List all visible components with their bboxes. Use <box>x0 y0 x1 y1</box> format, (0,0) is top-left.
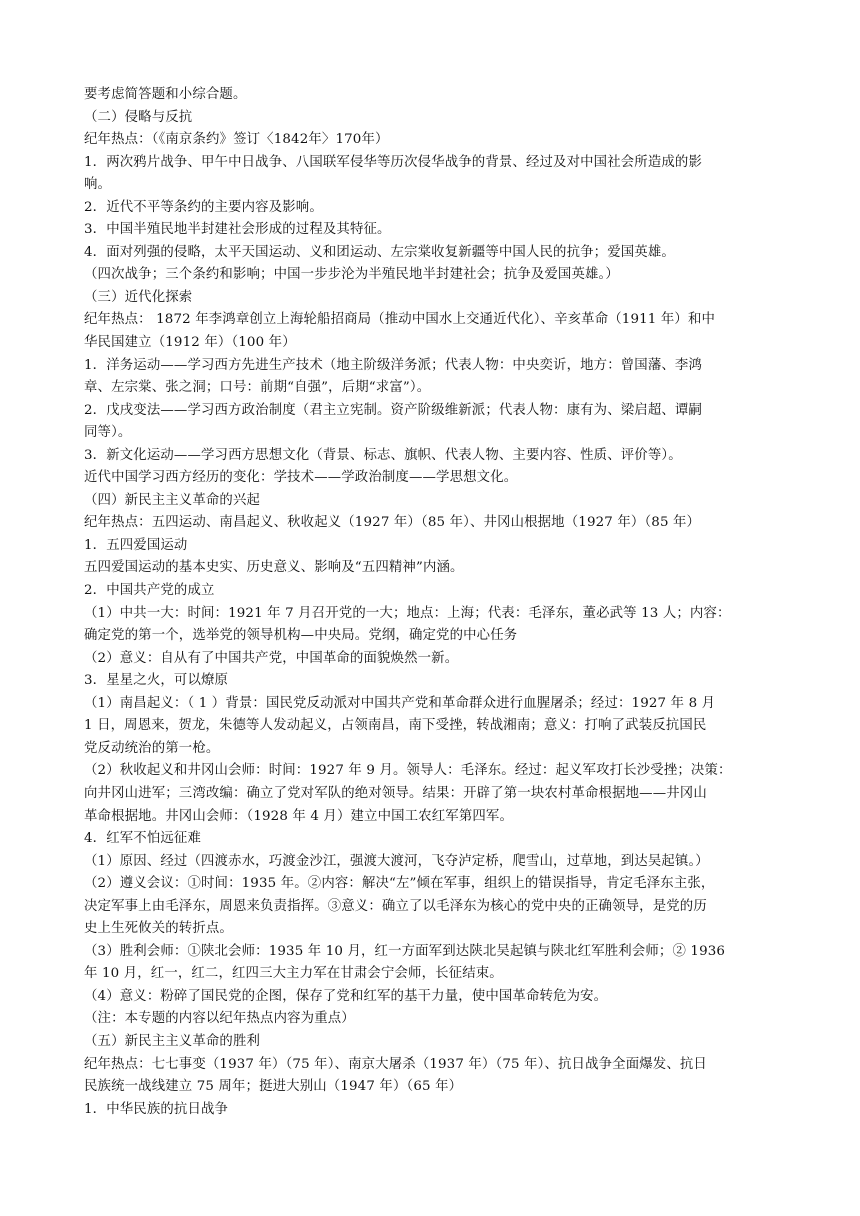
text-line: （2）秋收起义和井冈山会师：时间：1927 年 9 月。领导人：毛泽东。经过：起义军攻打长沙受挫；决策： <box>84 763 732 779</box>
text-line: （4）意义：粉碎了国民党的企图，保存了党和红军的基干力量，使中国革命转危为安。 <box>84 988 608 1004</box>
text-line: 章、左宗棠、张之洞；口号：前期“自强”，后期“求富”）。 <box>84 380 431 396</box>
text-line: （注：本专题的内容以纪年热点内容为重点） <box>84 1011 355 1027</box>
text-line: （四）新民主主义革命的兴起 <box>84 492 261 508</box>
text-line: 1．五四爱国运动 <box>84 537 188 553</box>
text-line: 2．戊戌变法——学习西方政治制度（君主立宪制。资产阶级维新派；代表人物：康有为、梁启超、谭嗣 <box>84 402 702 418</box>
text-line: 史上生死攸关的转折点。 <box>84 921 233 937</box>
text-line: 1．洋务运动——学习西方先进生产技术（地主阶级洋务派；代表人物：中央奕䜣，地方：曾国藩、李鸿 <box>84 357 702 373</box>
text-line: 确定党的第一个，选举党的领导机构—中央局。党纲，确定党的中心任务 <box>84 628 518 644</box>
text-line: 2．中国共产党的成立 <box>84 583 215 599</box>
text-line: 纪年热点：五四运动、南昌起义、秋收起义（1927 年）（85 年）、井冈山根据地（1927 年）（85 年） <box>84 515 701 531</box>
text-line: 近代中国学习西方经历的变化：学技术——学政治制度——学思想文化。 <box>84 470 518 486</box>
text-line: （2）意义：自从有了中国共产党，中国革命的面貌焕然一新。 <box>84 650 459 666</box>
text-line: 4．红军不怕远征难 <box>84 831 201 847</box>
text-line: （二）侵略与反抗 <box>84 109 193 125</box>
text-line: 1．两次鸦片战争、甲午中日战争、八国联军侵华等历次侵华战争的背景、经过及对中国社会所造成的影 <box>84 154 702 170</box>
text-line: （1）南昌起义：（ 1 ）背景：国民党反动派对中国共产党和革命群众进行血腥屠杀；经过：1927 年 8 月 <box>84 695 716 711</box>
text-line: 决定军事上由毛泽东，周恩来负责指挥。③意义：确立了以毛泽东为核心的党中央的正确领导，是党的历 <box>84 898 707 914</box>
text-line: （五）新民主主义革命的胜利 <box>84 1033 261 1049</box>
text-line: 五四爱国运动的基本史实、历史意义、影响及“五四精神”内涵。 <box>84 560 464 576</box>
text-line: 3．新文化运动——学习西方思想文化（背景、标志、旗帜、代表人物、主要内容、性质、评价等）。 <box>84 447 682 463</box>
text-line: 党反动统治的第一枪。 <box>84 740 220 756</box>
text-line: 同等）。 <box>84 425 132 441</box>
text-line: 纪年热点：七七事变（1937 年）（75 年）、南京大屠杀（1937 年）（75 年）、抗日战争全面爆发、抗日 <box>84 1056 707 1072</box>
text-line: 纪年热点： 1872 年李鸿章创立上海轮船招商局（推动中国水上交通近代化）、辛亥革命（1911 年）和中 <box>84 312 716 328</box>
text-line: 民族统一战线建立 75 周年；挺进大别山（1947 年）（65 年） <box>84 1079 463 1095</box>
text-line: 要考虑简答题和小综合题。 <box>84 87 247 102</box>
text-line: 纪年热点：（《南京条约》签订〈1842年〉170年） <box>84 132 389 148</box>
text-line: 4．面对列强的侵略，太平天国运动、义和团运动、左宗棠收复新疆等中国人民的抗争；爱国英雄。 <box>84 244 675 260</box>
text-line: 响。 <box>84 177 112 193</box>
text-line: （1）中共一大：时间：1921 年 7 月召开党的一大；地点：上海；代表：毛泽东，董必武等 13 人；内容： <box>84 605 731 621</box>
text-line: （2）遵义会议：①时间：1935 年。②内容：解决“左”倾在军事，组织上的错误指导，肯定毛泽东主张， <box>84 876 715 892</box>
text-line: 3．星星之火，可以燎原 <box>84 673 229 689</box>
document-body <box>84 84 780 1121</box>
text-line: （四次战争；三个条约和影响；中国一步步沦为半殖民地半封建社会；抗争及爱国英雄。） <box>84 267 619 283</box>
text-line: 革命根据地。井冈山会师：（1928 年 4 月）建立中国工农红军第四军。 <box>84 808 514 824</box>
text-line: （3）胜利会师：①陕北会师：1935 年 10 月，红一方面军到达陕北吴起镇与陕北红军胜利会师；② 1936 <box>84 943 726 959</box>
text-line: 2．近代不平等条约的主要内容及影响。 <box>84 199 323 215</box>
text-line: 1 日，周恩来，贺龙，朱德等人发动起义，占领南昌，南下受挫，转战湘南；意义：打响了武装反抗国民 <box>84 718 707 734</box>
text-line: 向井冈山进军；三湾改编：确立了党对军队的绝对领导。结果：开辟了第一块农村革命根据地——井冈山 <box>84 785 707 801</box>
text-line: （三）近代化探索 <box>84 289 193 305</box>
document-page <box>84 84 780 1121</box>
text-line: 3．中国半殖民地半封建社会形成的过程及其特征。 <box>84 222 391 238</box>
text-line: （1）原因、经过（四渡赤水，巧渡金沙江，强渡大渡河，飞夺泸定桥，爬雪山，过草地，到达吴起镇。） <box>84 853 709 869</box>
text-line: 1．中华民族的抗日战争 <box>84 1101 229 1117</box>
text-line: 华民国建立（1912 年）（100 年） <box>84 335 296 351</box>
text-line: 年 10 月，红一，红二，红四三大主力军在甘肃会宁会师，长征结束。 <box>84 966 503 982</box>
